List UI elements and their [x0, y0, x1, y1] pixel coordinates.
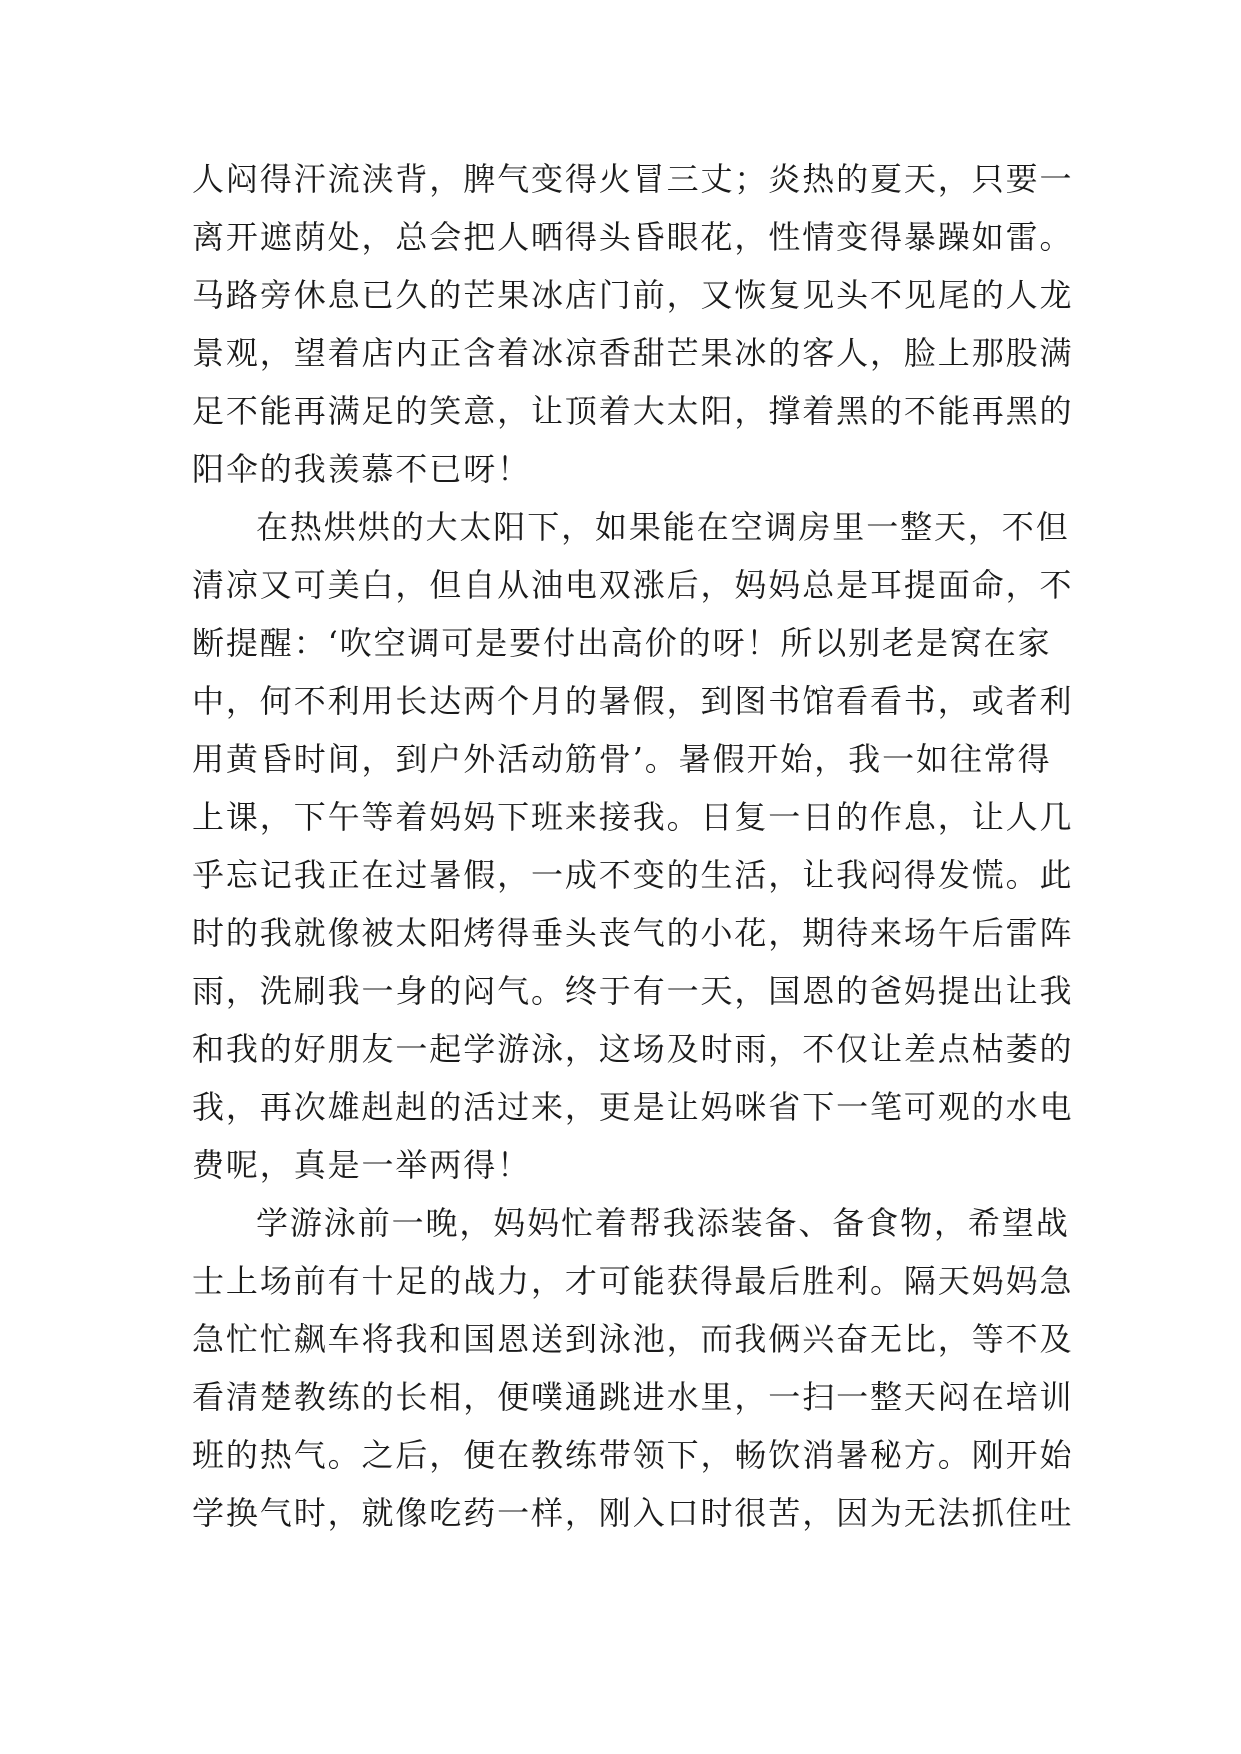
- text-line: 学换气时，就像吃药一样，刚入口时很苦，因为无法抓住吐: [192, 1494, 1074, 1532]
- text-line: 上课，下午等着妈妈下班来接我。日复一日的作息，让人几: [192, 798, 1074, 836]
- text-line: 阳伞的我羡慕不已呀！: [192, 450, 532, 488]
- paragraph-2: [192, 498, 1072, 1194]
- text-line: 我，再次雄赳赳的活过来，更是让妈咪省下一笔可观的水电: [192, 1088, 1074, 1126]
- text-line: 中，何不利用长达两个月的暑假，到图书馆看看书，或者利: [192, 682, 1074, 720]
- paragraph-1: [192, 150, 1072, 498]
- text-line: 清凉又可美白，但自从油电双涨后，妈妈总是耳提面命，不: [192, 566, 1074, 604]
- text-line: 用黄昏时间，到户外活动筋骨’。暑假开始，我一如往常得: [192, 740, 1052, 778]
- text-line: 人闷得汗流浃背，脾气变得火冒三丈；炎热的夏天，只要一: [192, 160, 1074, 198]
- text-line: 足不能再满足的笑意，让顶着大太阳，撑着黑的不能再黑的: [192, 392, 1074, 430]
- body-text: [192, 150, 1072, 1542]
- text-line: 费呢，真是一举两得！: [192, 1146, 532, 1184]
- text-line: 班的热气。之后，便在教练带领下，畅饮消暑秘方。刚开始: [192, 1436, 1074, 1474]
- text-line: 士上场前有十足的战力，才可能获得最后胜利。隔天妈妈急: [192, 1262, 1074, 1300]
- text-line: 急忙忙飙车将我和国恩送到泳池，而我俩兴奋无比，等不及: [192, 1320, 1074, 1358]
- text-line: 景观，望着店内正含着冰凉香甜芒果冰的客人，脸上那股满: [192, 334, 1074, 372]
- paragraph-3: [192, 1194, 1072, 1542]
- text-line: 乎忘记我正在过暑假，一成不变的生活，让我闷得发慌。此: [192, 856, 1074, 894]
- text-line: 马路旁休息已久的芒果冰店门前，又恢复见头不见尾的人龙: [192, 276, 1074, 314]
- text-line: 时的我就像被太阳烤得垂头丧气的小花，期待来场午后雷阵: [192, 914, 1074, 952]
- text-line: 在热烘烘的大太阳下，如果能在空调房里一整天，不但: [256, 508, 1070, 546]
- text-line: 离开遮荫处，总会把人晒得头昏眼花，性情变得暴躁如雷。: [192, 218, 1074, 256]
- text-line: 看清楚教练的长相，便噗通跳进水里，一扫一整天闷在培训: [192, 1378, 1074, 1416]
- text-line: 学游泳前一晚，妈妈忙着帮我添装备、备食物，希望战: [256, 1204, 1070, 1242]
- text-line: 断提醒：‘吹空调可是要付出高价的呀！所以别老是窝在家: [192, 624, 1052, 662]
- text-line: 和我的好朋友一起学游泳，这场及时雨，不仅让差点枯萎的: [192, 1030, 1074, 1068]
- text-line: 雨，洗刷我一身的闷气。终于有一天，国恩的爸妈提出让我: [192, 972, 1074, 1010]
